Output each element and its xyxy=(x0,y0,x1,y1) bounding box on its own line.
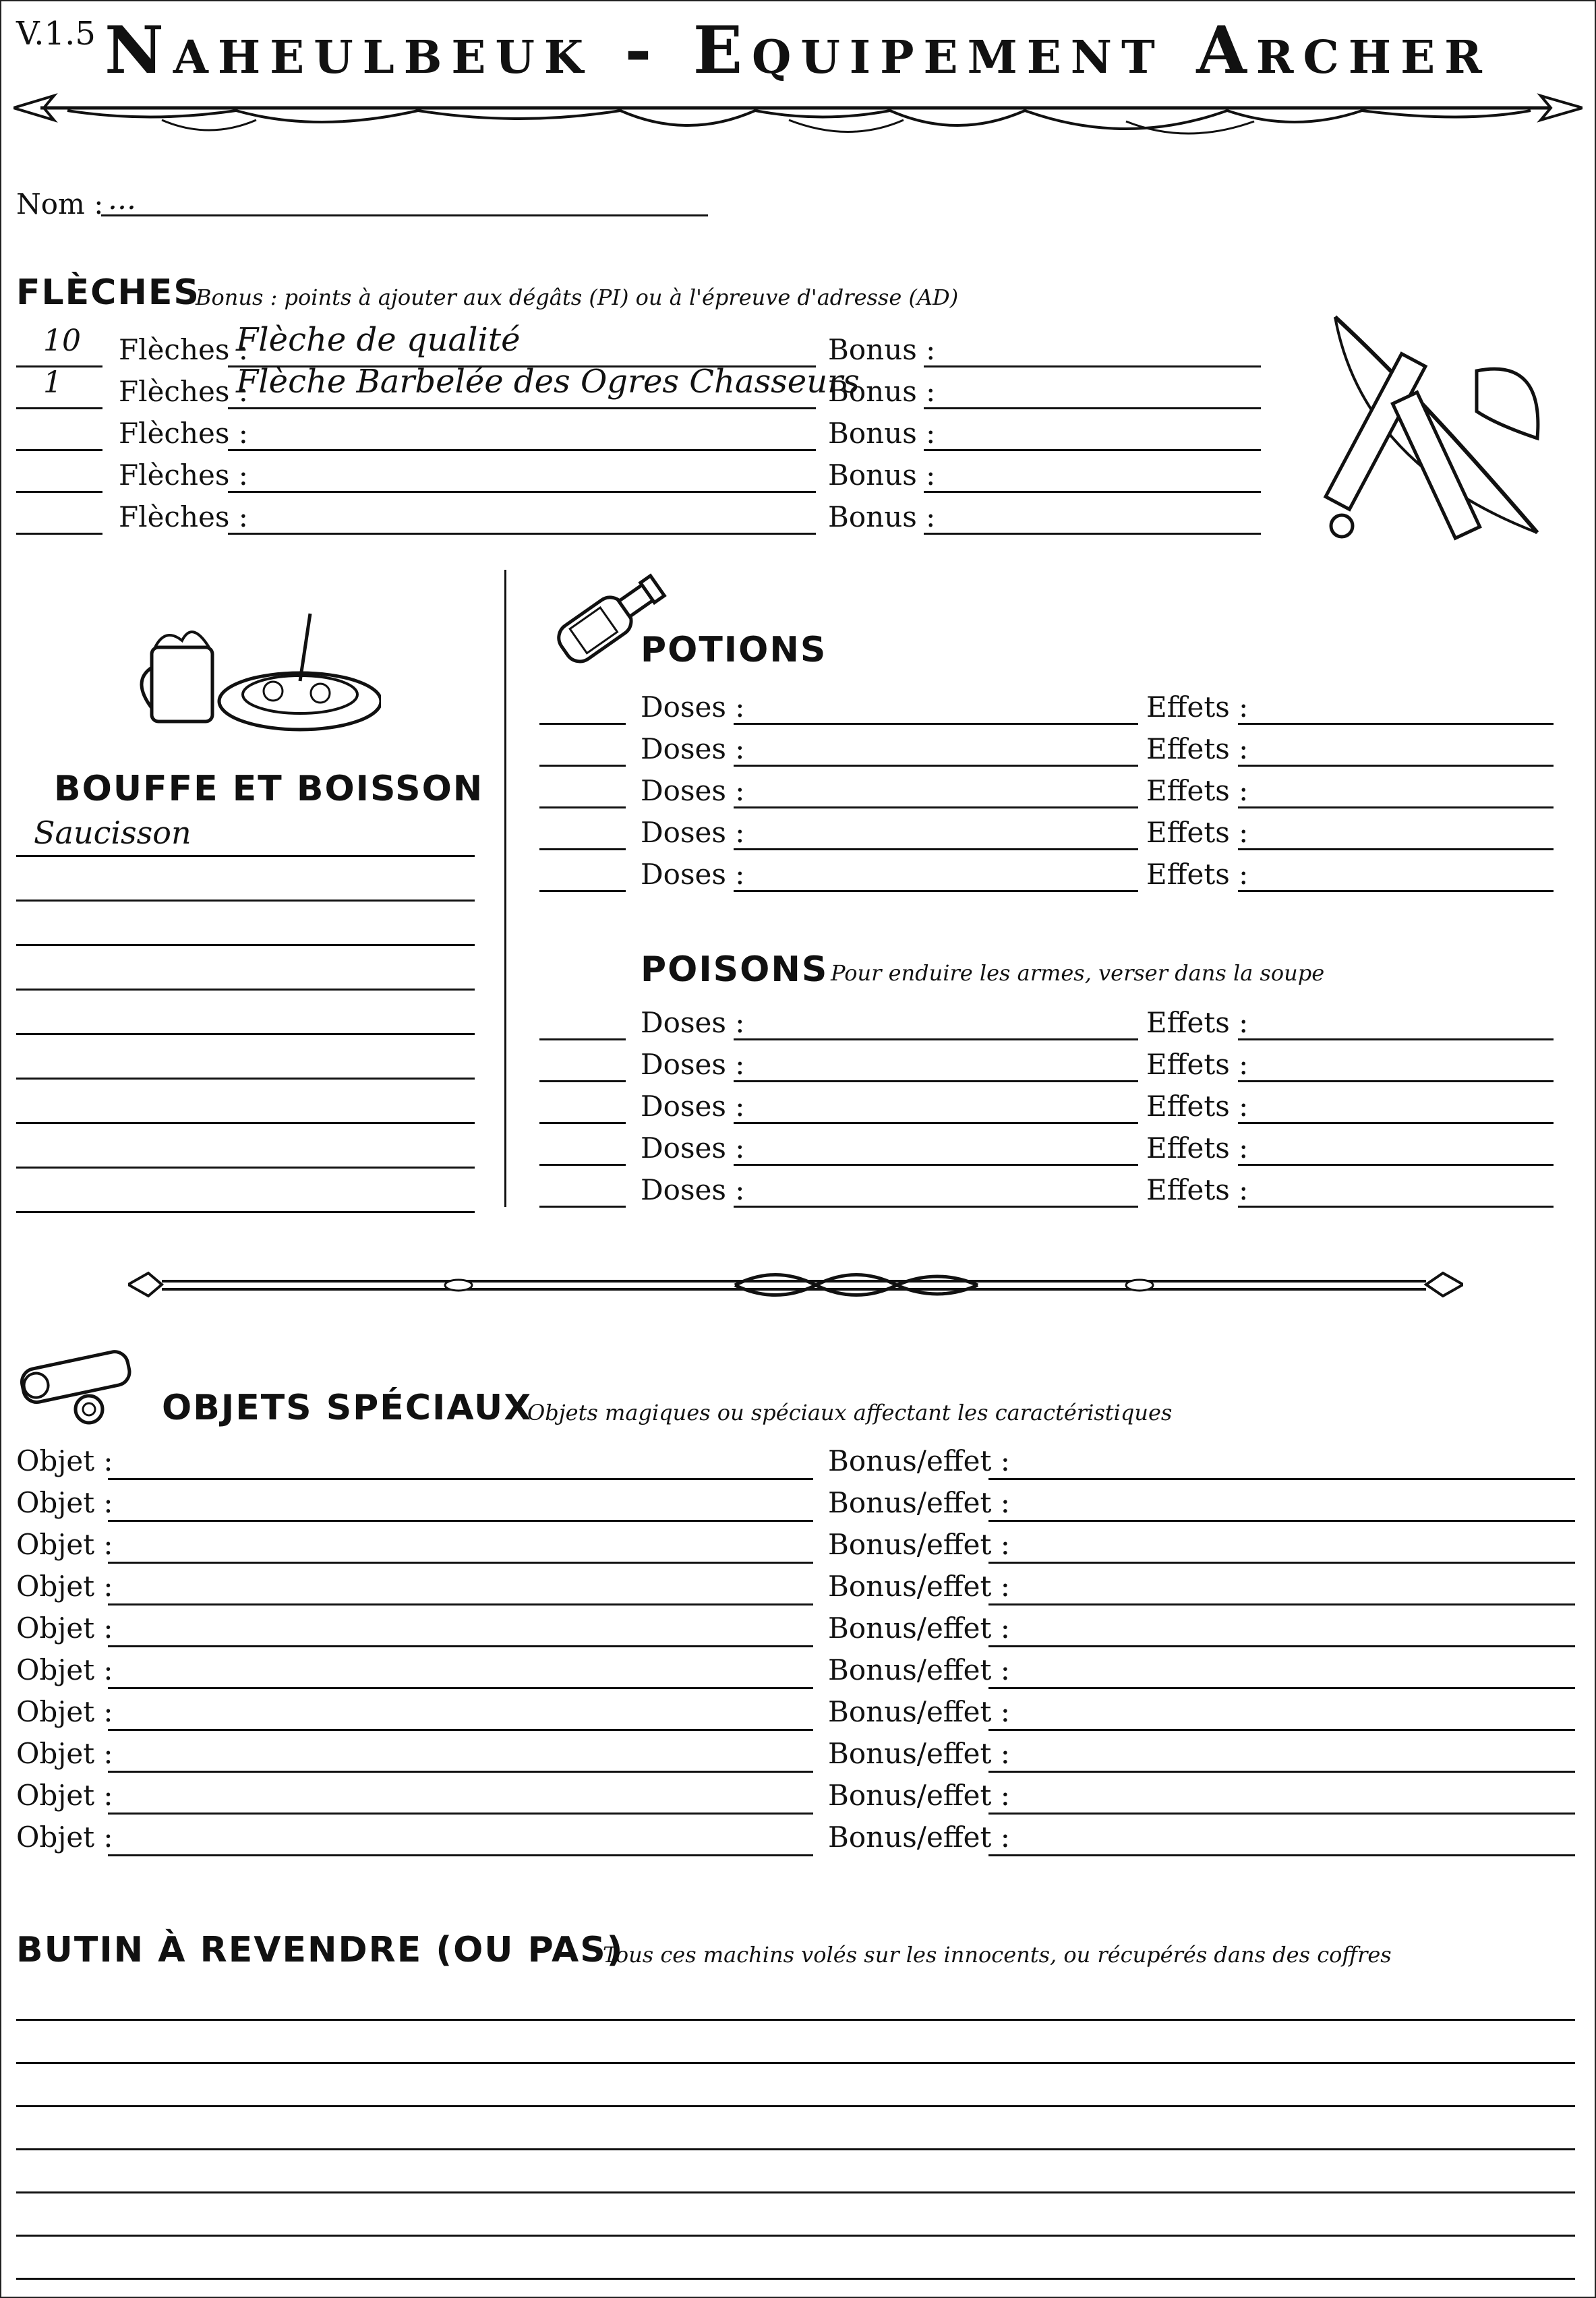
objet-bonus-field[interactable] xyxy=(988,1771,1575,1773)
potions-effets-field[interactable] xyxy=(1238,765,1554,767)
fleches-name-line xyxy=(228,407,816,409)
objet-bonus-field[interactable] xyxy=(988,1687,1575,1689)
objet-bonus-field[interactable] xyxy=(988,1562,1575,1564)
poisons-effets-field[interactable] xyxy=(1238,1206,1554,1208)
objet-bonus-label: Bonus/effet : xyxy=(828,1612,1010,1645)
fleches-bonus-field[interactable] xyxy=(924,365,1261,367)
objet-label: Objet : xyxy=(16,1570,113,1603)
potions-qty-field[interactable] xyxy=(539,848,626,850)
potions-doses-field[interactable] xyxy=(734,806,1138,808)
objet-bonus-label: Bonus/effet : xyxy=(828,1444,1010,1477)
objet-bonus-field[interactable] xyxy=(988,1603,1575,1605)
bouffe-line xyxy=(16,1167,475,1169)
objet-label: Objet : xyxy=(16,1737,113,1770)
objet-label: Objet : xyxy=(16,1779,113,1812)
fleches-bonus-label: Bonus : xyxy=(828,333,936,366)
poisons-doses-field[interactable] xyxy=(734,1080,1138,1082)
poisons-qty-field[interactable] xyxy=(539,1206,626,1208)
potions-effets-field[interactable] xyxy=(1238,848,1554,850)
arrow-divider-icon xyxy=(13,86,1583,147)
objet-label: Objet : xyxy=(16,1821,113,1854)
bouffe-heading: BOUFFE ET BOISSON xyxy=(54,769,484,809)
potions-heading: POTIONS xyxy=(641,630,827,670)
objet-bonus-field[interactable] xyxy=(988,1729,1575,1731)
bouffe-line xyxy=(16,944,475,946)
poisons-effets-label: Effets : xyxy=(1146,1131,1249,1165)
fleches-subtitle: Bonus : points à ajouter aux dégâts (PI) ou à l'épreuve d'adresse (AD) xyxy=(196,285,959,310)
potions-qty-field[interactable] xyxy=(539,890,626,892)
objet-field[interactable] xyxy=(108,1520,813,1522)
poisons-doses-label: Doses : xyxy=(641,1173,745,1206)
fleches-row-label: Flèches : xyxy=(119,500,248,533)
potions-doses-label: Doses : xyxy=(641,690,745,724)
fleches-row-label: Flèches : xyxy=(119,375,248,408)
crossed-sword-axe-icon xyxy=(1322,310,1571,553)
poisons-qty-field[interactable] xyxy=(539,1164,626,1166)
objet-bonus-label: Bonus/effet : xyxy=(828,1486,1010,1519)
poisons-doses-field[interactable] xyxy=(734,1164,1138,1166)
potions-doses-field[interactable] xyxy=(734,848,1138,850)
objet-label: Objet : xyxy=(16,1612,113,1645)
butin-line[interactable] xyxy=(16,2235,1575,2237)
potions-doses-label: Doses : xyxy=(641,858,745,891)
fleches-row-label: Flèches : xyxy=(119,459,248,492)
poisons-doses-label: Doses : xyxy=(641,1006,745,1039)
poisons-effets-label: Effets : xyxy=(1146,1173,1249,1206)
fleches-name-field[interactable]: Flèche Barbelée des Ogres Chasseurs xyxy=(236,363,860,401)
butin-line[interactable] xyxy=(16,2191,1575,2193)
bouffe-line xyxy=(16,900,475,902)
potions-doses-label: Doses : xyxy=(641,732,745,765)
butin-line[interactable] xyxy=(16,2148,1575,2150)
objet-bonus-label: Bonus/effet : xyxy=(828,1528,1010,1561)
objet-label: Objet : xyxy=(16,1695,113,1728)
poisons-doses-label: Doses : xyxy=(641,1131,745,1165)
objet-bonus-label: Bonus/effet : xyxy=(828,1570,1010,1603)
objet-bonus-field[interactable] xyxy=(988,1520,1575,1522)
bouffe-line xyxy=(16,855,475,857)
poisons-qty-field[interactable] xyxy=(539,1122,626,1124)
potions-doses-field[interactable] xyxy=(734,765,1138,767)
potions-qty-field[interactable] xyxy=(539,723,626,725)
objet-field[interactable] xyxy=(108,1478,813,1480)
fleches-bonus-label: Bonus : xyxy=(828,417,936,450)
objet-field[interactable] xyxy=(108,1771,813,1773)
fleches-heading: FLÈCHES xyxy=(16,272,200,313)
fleches-bonus-label: Bonus : xyxy=(828,459,936,492)
nom-label: Nom : xyxy=(16,187,104,220)
fleches-name-line xyxy=(228,491,816,493)
potions-doses-label: Doses : xyxy=(641,774,745,807)
fleches-bonus-field[interactable] xyxy=(924,491,1261,493)
objet-bonus-field[interactable] xyxy=(988,1478,1575,1480)
objet-label: Objet : xyxy=(16,1486,113,1519)
poisons-effets-label: Effets : xyxy=(1146,1006,1249,1039)
potions-effets-label: Effets : xyxy=(1146,816,1249,849)
fleches-name-line xyxy=(228,533,816,535)
fleches-name-field[interactable]: Flèche de qualité xyxy=(236,321,521,359)
column-divider xyxy=(504,570,506,1207)
poisons-effets-label: Effets : xyxy=(1146,1090,1249,1123)
bouffe-line xyxy=(16,1122,475,1124)
poisons-qty-field[interactable] xyxy=(539,1080,626,1082)
nom-underline xyxy=(101,214,708,216)
objets-heading: OBJETS SPÉCIAUX xyxy=(162,1388,533,1428)
potions-doses-field[interactable] xyxy=(734,723,1138,725)
fleches-row-label: Flèches : xyxy=(119,417,248,450)
nom-field[interactable]: ... xyxy=(108,182,136,216)
butin-line[interactable] xyxy=(16,2019,1575,2021)
objet-field[interactable] xyxy=(108,1562,813,1564)
objet-field[interactable] xyxy=(108,1729,813,1731)
poisons-doses-label: Doses : xyxy=(641,1090,745,1123)
page-title: Naheulbeuk - Equipement Archer xyxy=(105,12,1491,88)
bouffe-item[interactable]: Saucisson xyxy=(34,815,191,851)
fleches-qty-field[interactable]: 1 xyxy=(43,365,62,400)
poisons-doses-label: Doses : xyxy=(641,1048,745,1081)
poisons-subtitle: Pour enduire les armes, verser dans la soupe xyxy=(831,960,1325,986)
fleches-qty-line xyxy=(16,407,102,409)
objet-field[interactable] xyxy=(108,1645,813,1647)
objet-label: Objet : xyxy=(16,1444,113,1477)
objet-bonus-field[interactable] xyxy=(988,1813,1575,1815)
potions-doses-label: Doses : xyxy=(641,816,745,849)
potions-effets-label: Effets : xyxy=(1146,858,1249,891)
potions-effets-field[interactable] xyxy=(1238,723,1554,725)
butin-line[interactable] xyxy=(16,2105,1575,2107)
objet-bonus-label: Bonus/effet : xyxy=(828,1779,1010,1812)
fleches-qty-line xyxy=(16,449,102,451)
staff-divider-icon xyxy=(128,1261,1463,1308)
potions-effets-label: Effets : xyxy=(1146,690,1249,724)
potions-effets-field[interactable] xyxy=(1238,890,1554,892)
poisons-heading: POISONS xyxy=(641,949,829,990)
poisons-doses-field[interactable] xyxy=(734,1122,1138,1124)
poisons-effets-field[interactable] xyxy=(1238,1164,1554,1166)
food-drink-icon xyxy=(138,600,381,735)
objet-field[interactable] xyxy=(108,1603,813,1605)
butin-heading: BUTIN À REVENDRE (OU PAS) xyxy=(16,1930,624,1970)
objet-bonus-field[interactable] xyxy=(988,1854,1575,1856)
fleches-bonus-field[interactable] xyxy=(924,407,1261,409)
bouffe-line xyxy=(16,1211,475,1213)
scroll-ring-icon xyxy=(15,1342,163,1430)
poisons-doses-field[interactable] xyxy=(734,1206,1138,1208)
butin-subtitle: Tous ces machins volés sur les innocents, ou récupérés dans des coffres xyxy=(603,1942,1392,1968)
poisons-effets-label: Effets : xyxy=(1146,1048,1249,1081)
objet-bonus-label: Bonus/effet : xyxy=(828,1695,1010,1728)
fleches-qty-field[interactable]: 10 xyxy=(43,324,81,358)
butin-line[interactable] xyxy=(16,2278,1575,2280)
butin-line[interactable] xyxy=(16,2062,1575,2064)
poisons-effets-field[interactable] xyxy=(1238,1038,1554,1040)
potions-effets-label: Effets : xyxy=(1146,774,1249,807)
objet-bonus-label: Bonus/effet : xyxy=(828,1737,1010,1770)
fleches-bonus-label: Bonus : xyxy=(828,375,936,408)
bouffe-line xyxy=(16,1033,475,1035)
objets-subtitle: Objets magiques ou spéciaux affectant les caractéristiques xyxy=(527,1400,1173,1425)
potions-qty-field[interactable] xyxy=(539,765,626,767)
potions-doses-field[interactable] xyxy=(734,890,1138,892)
objet-label: Objet : xyxy=(16,1653,113,1686)
objet-field[interactable] xyxy=(108,1687,813,1689)
version-label: V.1.5 xyxy=(16,15,96,53)
bouffe-line xyxy=(16,1078,475,1080)
objet-bonus-label: Bonus/effet : xyxy=(828,1821,1010,1854)
poisons-effets-field[interactable] xyxy=(1238,1122,1554,1124)
objet-field[interactable] xyxy=(108,1854,813,1856)
fleches-bonus-field[interactable] xyxy=(924,533,1261,535)
fleches-qty-line xyxy=(16,533,102,535)
objet-label: Objet : xyxy=(16,1528,113,1561)
potions-effets-field[interactable] xyxy=(1238,806,1554,808)
fleches-row-label: Flèches : xyxy=(119,333,248,366)
bouffe-line xyxy=(16,989,475,991)
fleches-name-line xyxy=(228,449,816,451)
potions-effets-label: Effets : xyxy=(1146,732,1249,765)
poisons-effets-field[interactable] xyxy=(1238,1080,1554,1082)
potions-qty-field[interactable] xyxy=(539,806,626,808)
fleches-bonus-field[interactable] xyxy=(924,449,1261,451)
fleches-bonus-label: Bonus : xyxy=(828,500,936,533)
poisons-qty-field[interactable] xyxy=(539,1038,626,1040)
objet-field[interactable] xyxy=(108,1813,813,1815)
objet-bonus-field[interactable] xyxy=(988,1645,1575,1647)
fleches-qty-line xyxy=(16,491,102,493)
objet-bonus-label: Bonus/effet : xyxy=(828,1653,1010,1686)
poisons-doses-field[interactable] xyxy=(734,1038,1138,1040)
